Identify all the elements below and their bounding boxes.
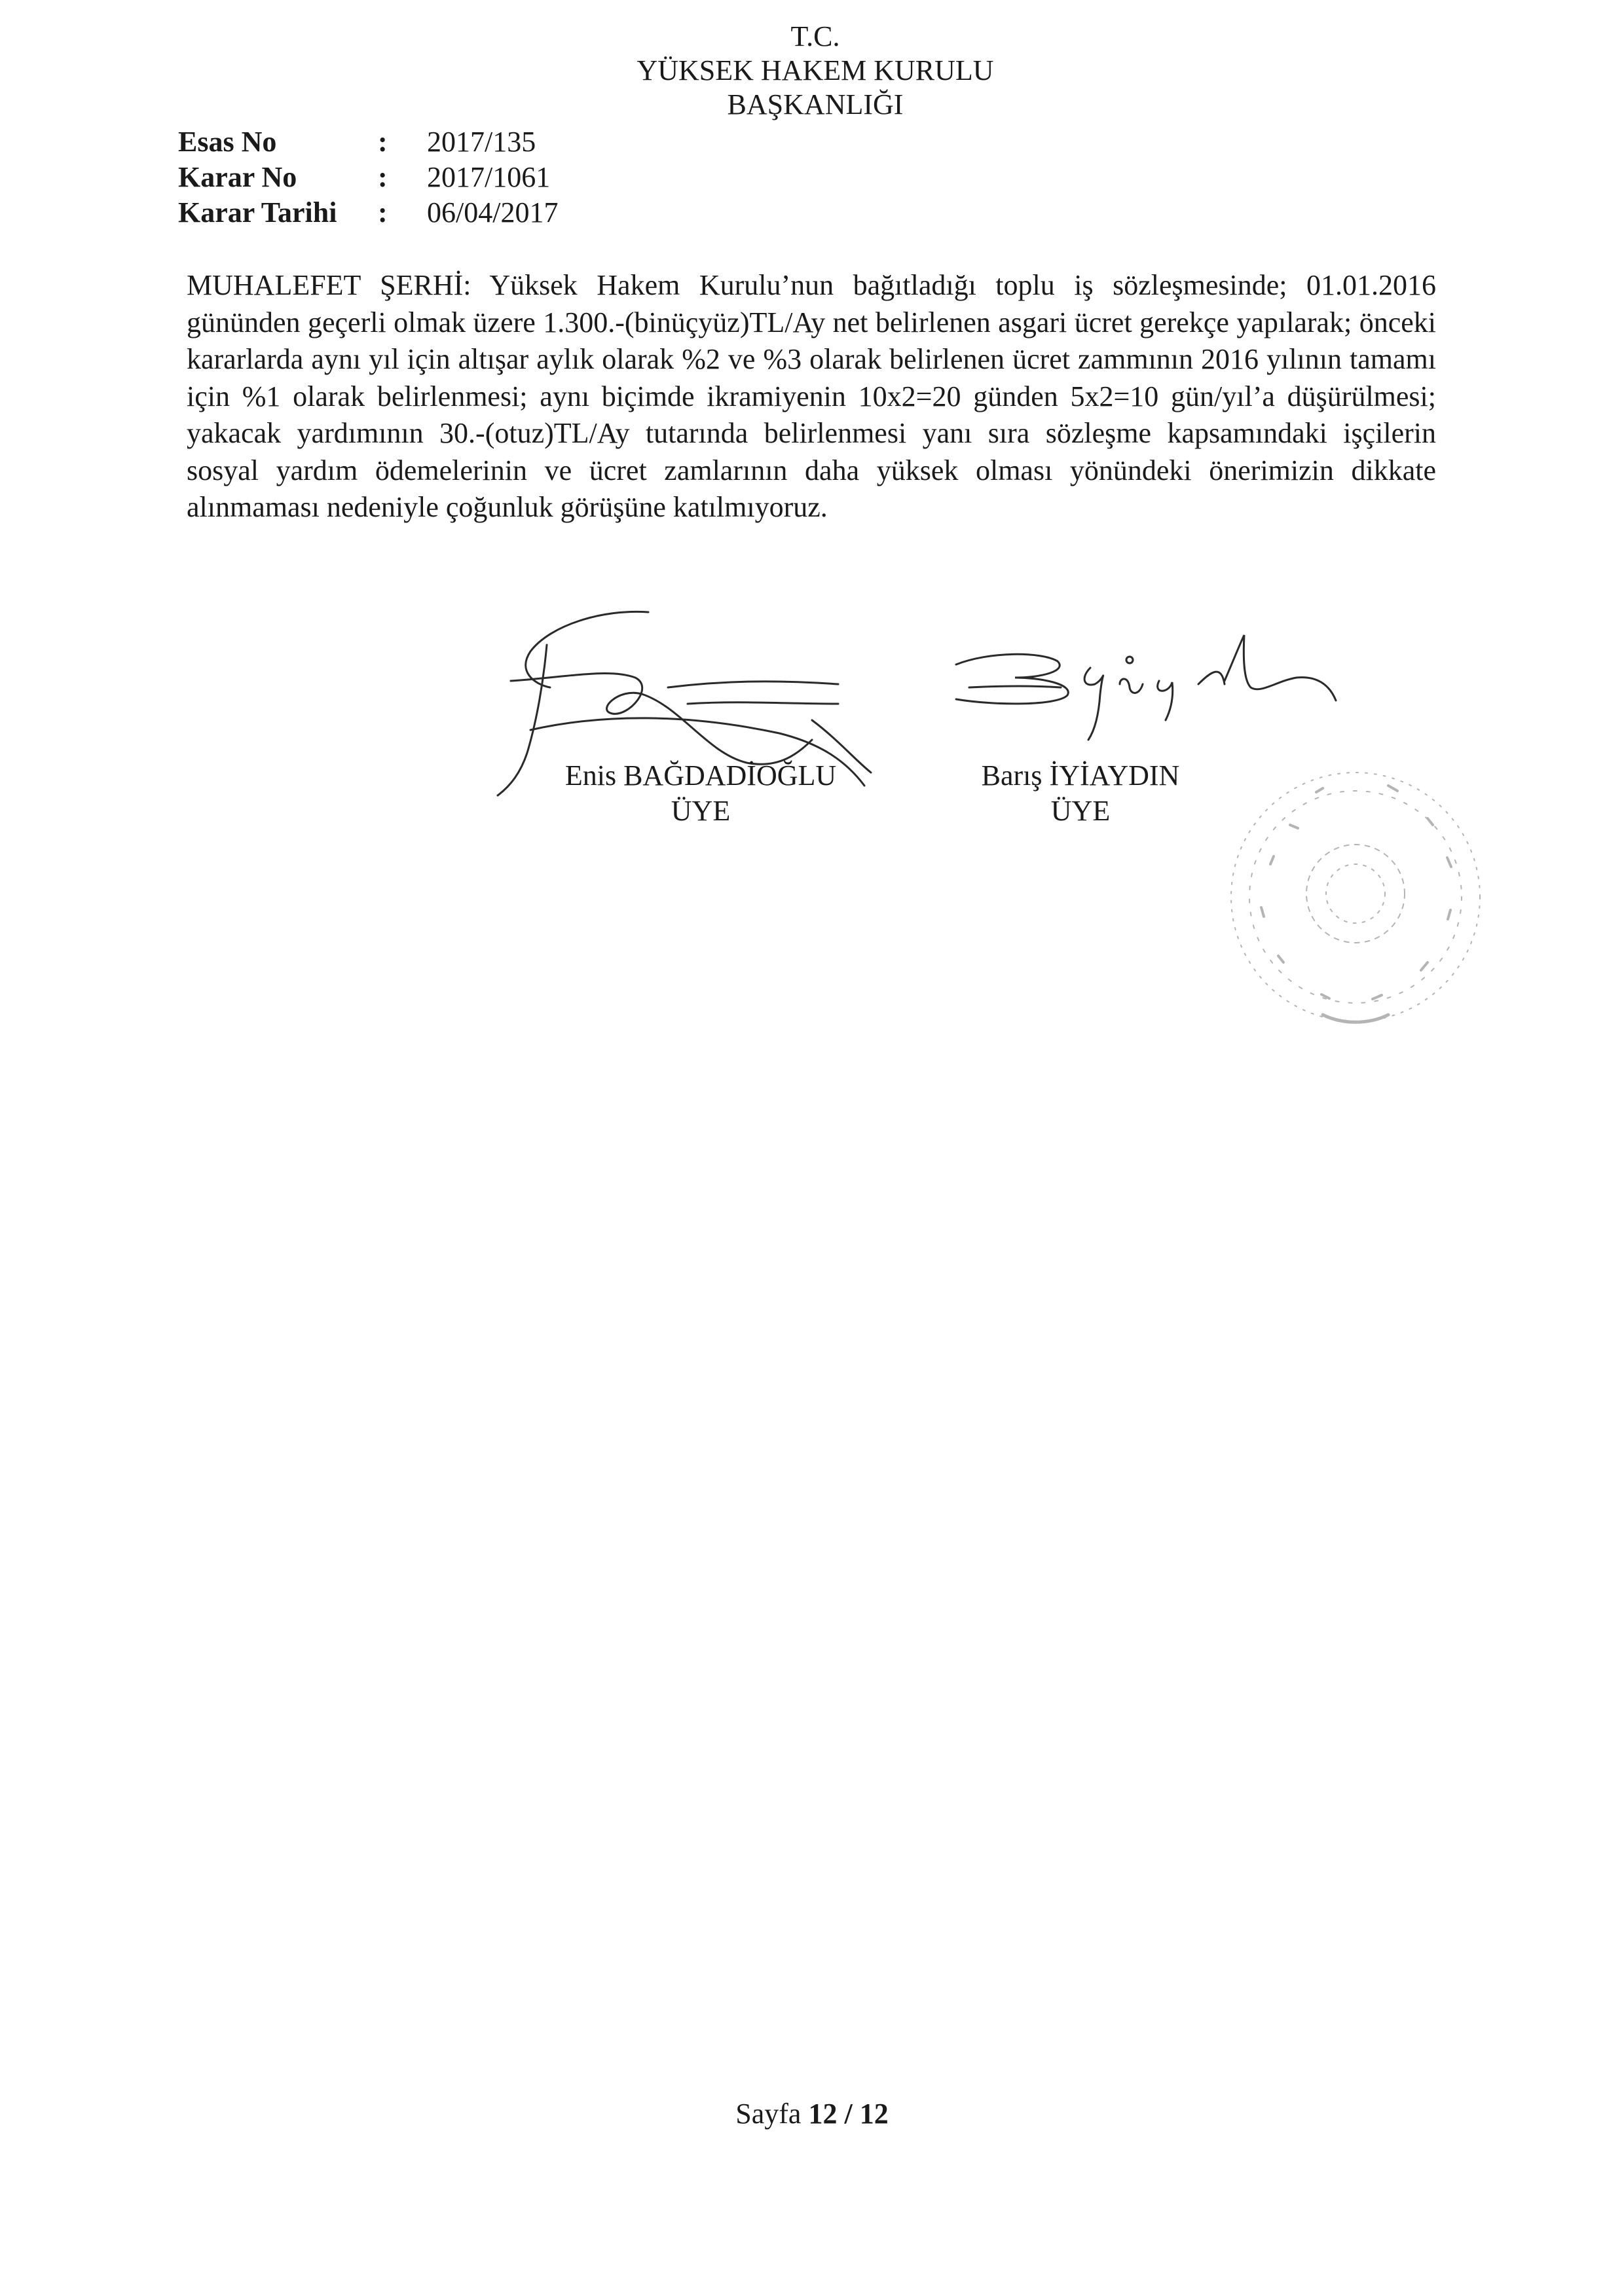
meta-label: Esas No [178, 126, 277, 158]
signer-role: ÜYE [1050, 795, 1111, 827]
meta-value: 2017/1061 [427, 161, 551, 193]
document-header [0, 20, 1624, 122]
official-seal-stamp [1218, 746, 1493, 1061]
signer-role: ÜYE [671, 795, 731, 827]
meta-colon: : [378, 126, 388, 158]
meta-colon: : [378, 196, 388, 228]
meta-row-karar-tarihi [178, 195, 558, 230]
meta-value: 2017/135 [427, 126, 536, 158]
header-institution: YÜKSEK HAKEM KURULU [637, 54, 994, 86]
meta-value: 06/04/2017 [427, 196, 559, 228]
signature-block-2 [930, 758, 1231, 829]
page-label: Sayfa [735, 2098, 802, 2130]
meta-label: Karar No [178, 161, 297, 193]
page-separator: / [844, 2098, 853, 2130]
meta-colon: : [378, 161, 388, 193]
header-department: BAŞKANLIĞI [727, 88, 904, 120]
dissent-paragraph: MUHALEFET ŞERHİ: Yüksek Hakem Kurulu’nun bağıtladığı toplu iş sözleşmesinde; 01.01.2016 gününden geçerli olmak üzere 1.300.-(binüçyüz)TL/Ay net belirlenen asgari ücret gerekçe yapılarak; önceki kararlarda aynı yıl için altışar aylık olarak %2 ve %3 olarak belirlenen ücret zammının 2016 yılının tamamı için %1 olarak belirlenmesi; aynı biçimde ikramiyenin 10x2=20 günden 5x2=10 gün/yıl’a düşürülmesi; yakacak yardımının 30.-(otuz)TL/Ay tutarında belirlenmesi yanı sıra sözleşme kapsamındaki işçilerin sosyal yardım ödemelerinin ve ücret zamlarının daha yüksek olması yönündeki önerimizin dikkate alınmaması nedeniyle çoğunluk görüşüne katılmıyoruz. [187, 269, 1436, 523]
total-page-count: 12 [859, 2098, 889, 2130]
meta-row-esas-no [178, 124, 558, 160]
header-tc: T.C. [790, 20, 840, 52]
signer-name: Enis BAĞDADİOĞLU [564, 759, 837, 792]
meta-label: Karar Tarihi [178, 196, 337, 228]
page-footer [0, 2097, 1624, 2130]
meta-row-karar-no [178, 160, 558, 195]
signature-block-1 [517, 758, 884, 829]
signature-baris-drawing [943, 622, 1362, 753]
case-metadata [178, 124, 558, 230]
signer-name: Barış İYİAYDIN [981, 759, 1180, 792]
current-page-number: 12 [808, 2098, 838, 2130]
